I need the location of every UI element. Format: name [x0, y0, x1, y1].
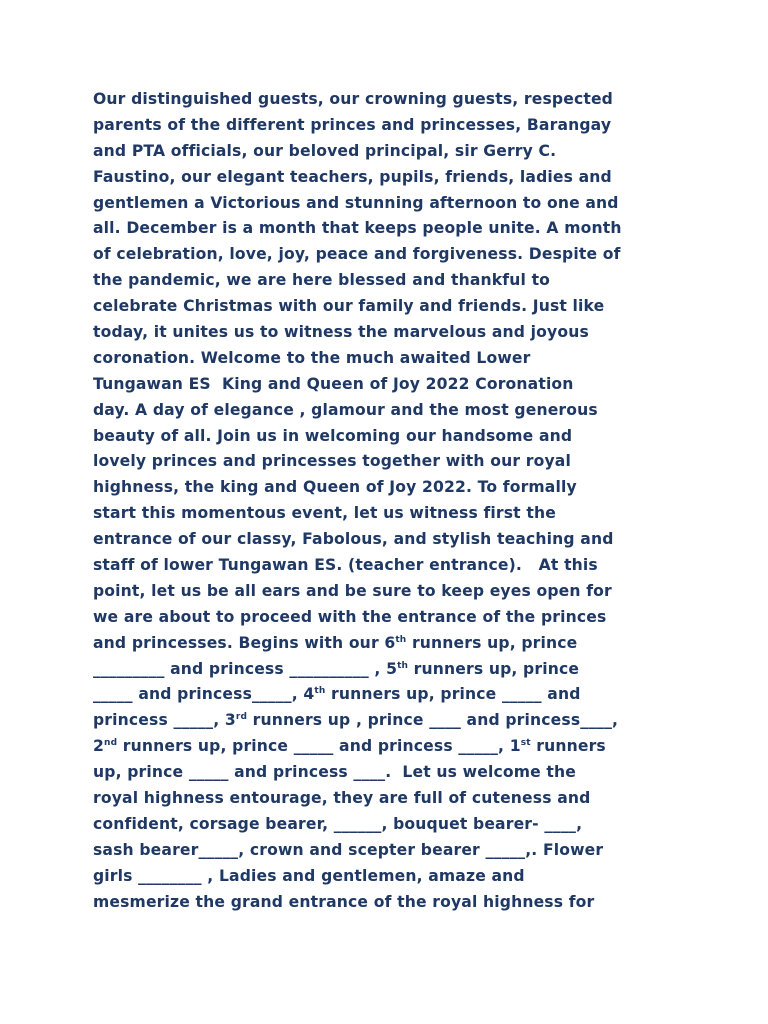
text-segment: and PTA officials, our beloved principal, sir Gerry C. — [93, 141, 557, 160]
text-segment: up, prince _____ and princess ____. Let us welcome the — [93, 763, 576, 782]
text-segment: entrance of our classy, Fabolous, and stylish teaching and — [93, 530, 614, 549]
text-line — [93, 657, 683, 683]
text-line — [93, 191, 683, 217]
text-line — [93, 113, 683, 139]
text-line — [93, 786, 683, 812]
text-line — [93, 424, 683, 450]
text-segment: Tungawan ES King and Queen of Joy 2022 Coronation — [93, 374, 574, 393]
document-body-text — [93, 87, 683, 916]
text-segment: _________ and princess __________ , 5 — [93, 659, 398, 678]
text-line — [93, 682, 683, 708]
ordinal-suffix: rd — [235, 712, 248, 723]
text-segment: of celebration, love, joy, peace and forgiveness. Despite of — [93, 245, 621, 264]
text-segment: gentlemen a Victorious and stunning afternoon to one and — [93, 193, 619, 212]
text-segment: lovely princes and princesses together with our royal — [93, 452, 571, 471]
text-line — [93, 449, 683, 475]
text-line — [93, 501, 683, 527]
text-line — [93, 268, 683, 294]
ordinal-suffix: th — [314, 686, 326, 697]
text-line — [93, 760, 683, 786]
text-segment: princess _____, 3 — [93, 711, 236, 730]
text-segment: runners up , prince ____ and princess____, — [247, 711, 619, 730]
text-line — [93, 527, 683, 553]
text-line — [93, 320, 683, 346]
text-segment: runners up, prince — [408, 659, 580, 678]
ordinal-suffix: nd — [104, 738, 118, 749]
text-line — [93, 890, 683, 916]
text-segment: start this momentous event, let us witness first the — [93, 504, 556, 523]
text-segment: runners — [530, 737, 606, 756]
text-segment: celebrate Christmas with our family and friends. Just like — [93, 297, 605, 316]
ordinal-suffix: th — [395, 634, 407, 645]
text-segment: point, let us be all ears and be sure to keep eyes open for — [93, 581, 612, 600]
text-segment: parents of the different princes and princesses, Barangay — [93, 115, 612, 134]
text-line — [93, 864, 683, 890]
text-segment: 2 — [93, 737, 105, 756]
text-line — [93, 165, 683, 191]
text-segment: all. December is a month that keeps people unite. A month — [93, 219, 622, 238]
text-segment: mesmerize the grand entrance of the royal highness for — [93, 892, 595, 911]
text-segment: _____ and princess_____, 4 — [93, 685, 315, 704]
text-segment: Faustino, our elegant teachers, pupils, friends, ladies and — [93, 167, 612, 186]
text-line — [93, 475, 683, 501]
text-segment: Our distinguished guests, our crowning guests, respected — [93, 90, 613, 108]
text-line — [93, 631, 683, 657]
text-line — [93, 812, 683, 838]
text-segment: staff of lower Tungawan ES. (teacher entrance). At this — [93, 556, 598, 575]
text-segment: we are about to proceed with the entrance of the princes — [93, 607, 607, 626]
text-line — [93, 734, 683, 760]
text-line — [93, 553, 683, 579]
text-line — [93, 838, 683, 864]
text-segment: royal highness entourage, they are full of cuteness and — [93, 789, 591, 808]
ordinal-suffix: st — [520, 738, 531, 749]
text-line — [93, 605, 683, 631]
text-segment: girls ________ , Ladies and gentlemen, amaze and — [93, 866, 525, 885]
text-segment: the pandemic, we are here blessed and thankful to — [93, 271, 551, 290]
text-segment: runners up, prince _____ and — [325, 685, 581, 704]
text-segment: runners up, prince — [406, 633, 578, 652]
text-line — [93, 708, 683, 734]
text-segment: confident, corsage bearer, ______, bouquet bearer- ____, — [93, 814, 583, 833]
text-segment: coronation. Welcome to the much awaited Lower — [93, 348, 531, 367]
text-line — [93, 372, 683, 398]
text-segment: today, it unites us to witness the marvelous and joyous — [93, 323, 589, 342]
text-line — [93, 242, 683, 268]
text-line — [93, 139, 683, 165]
text-segment: day. A day of elegance , glamour and the most generous — [93, 400, 598, 419]
text-segment: and princesses. Begins with our 6 — [93, 633, 396, 652]
text-line — [93, 294, 683, 320]
text-line — [93, 579, 683, 605]
text-segment: beauty of all. Join us in welcoming our handsome and — [93, 426, 573, 445]
ordinal-suffix: th — [397, 660, 409, 671]
text-line — [93, 87, 683, 113]
text-segment: highness, the king and Queen of Joy 2022. To formally — [93, 478, 577, 497]
text-line — [93, 346, 683, 372]
text-line — [93, 216, 683, 242]
text-segment: sash bearer_____, crown and scepter bearer _____,. Flower — [93, 840, 604, 859]
text-line — [93, 398, 683, 424]
text-segment: runners up, prince _____ and princess _____, 1 — [117, 737, 521, 756]
